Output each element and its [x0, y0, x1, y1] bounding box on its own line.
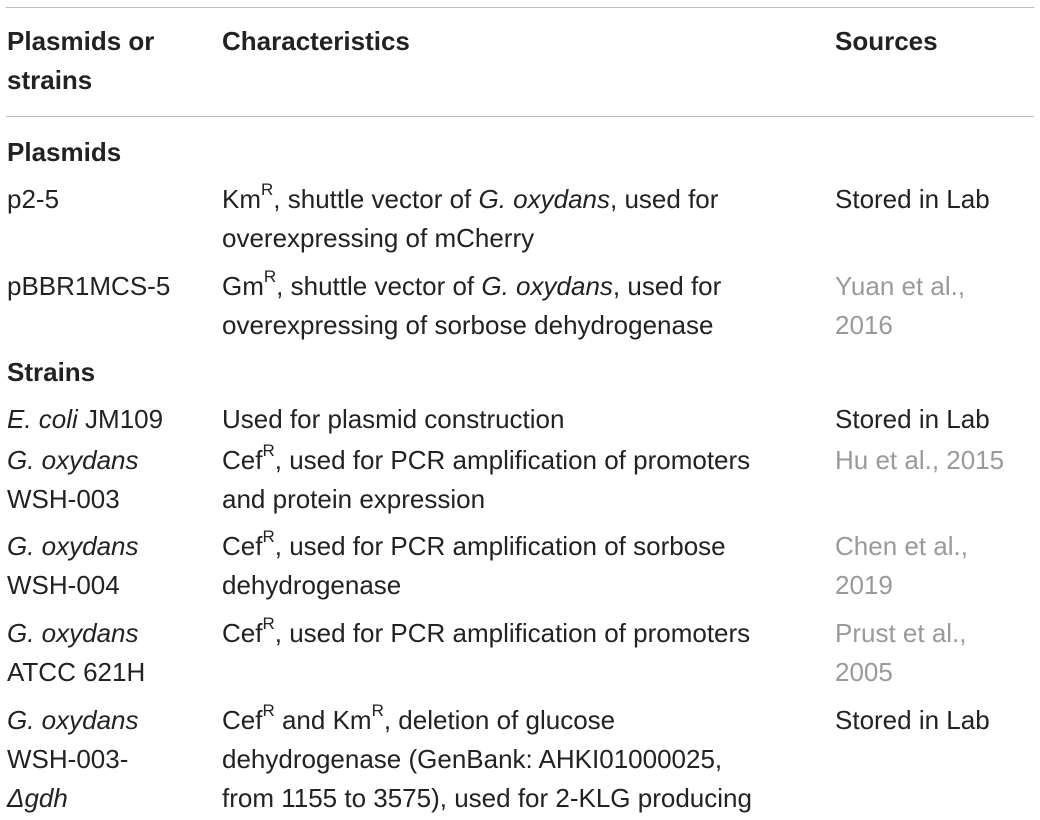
- row-wsh003-name: G. oxydans WSH-003: [7, 445, 139, 514]
- row-atcc621h-source-link[interactable]: Prust et al., 2005: [835, 618, 967, 687]
- section-plasmids: Plasmids: [7, 137, 122, 167]
- row-wsh003-characteristics: Cef$^R$, used for PCR amplification of promoters and protein expression: [222, 441, 751, 514]
- row-pbbr1mcs5-source-link[interactable]: Yuan et al., 2016: [835, 271, 966, 340]
- row-p2-5-name: p2-5: [7, 184, 60, 214]
- row-p2-5-source: Stored in Lab: [835, 184, 990, 214]
- top-rule: [6, 7, 1034, 8]
- header-col1-line1: Plasmids or: [7, 26, 155, 56]
- header-characteristics: Characteristics: [222, 26, 410, 56]
- header-sources: Sources: [835, 26, 938, 56]
- row-ecoli-characteristics: Used for plasmid construction: [222, 404, 565, 434]
- row-atcc621h-name: G. oxydans ATCC 621H: [7, 618, 146, 687]
- header-rule: [6, 116, 1034, 117]
- row-pbbr1mcs5-characteristics: $Gm^R$, shuttle vector of G. oxydans, used for overexpressing of sorbose dehydrogenase: [222, 267, 722, 340]
- row-wsh003-source-link[interactable]: Hu et al., 2015: [835, 445, 1005, 475]
- row-p2-5-characteristics: $Km^R$, shuttle vector of G. oxydans, used for overexpressing of mCherry: [222, 180, 719, 253]
- header-plasmids-or-strains: [7, 22, 154, 100]
- row-wsh003-dgdh-characteristics: Cef$^R$ and $Km^R$, deletion of glucose dehydrogenase (GenBank: AHKI01000025, from 1155 to 3575), used for 2-KLG producing: [222, 701, 752, 813]
- row-ecoli-name: E. coli JM109: [7, 404, 164, 434]
- row-atcc621h-characteristics: Cef$^R$, used for PCR amplification of promoters: [222, 614, 751, 648]
- row-wsh004-characteristics: Cef$^R$, used for PCR amplification of sorbose dehydrogenase: [222, 527, 726, 600]
- row-wsh004-source-link[interactable]: Chen et al., 2019: [835, 531, 968, 600]
- row-pbbr1mcs5-name: pBBR1MCS-5: [7, 271, 171, 301]
- section-strains: Strains: [7, 357, 96, 387]
- header-col1-line2: strains: [7, 65, 93, 95]
- row-ecoli-source: Stored in Lab: [835, 404, 990, 434]
- row-wsh003-dgdh-source: Stored in Lab: [835, 705, 990, 735]
- row-wsh003-dgdh-name: G. oxydans WSH-003- Δgdh: [7, 705, 139, 813]
- row-wsh004-name: G. oxydans WSH-004: [7, 531, 139, 600]
